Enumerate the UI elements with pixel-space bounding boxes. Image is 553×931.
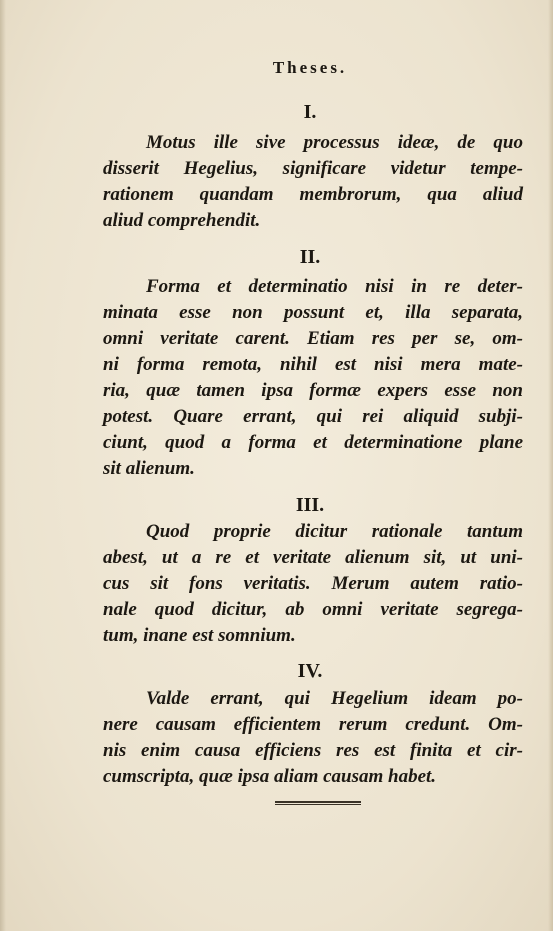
thesis-line: sit alienum. (103, 458, 195, 479)
thesis-line: omni veritate carent. Etiam res per se, om- (103, 328, 523, 349)
thesis-line: potest. Quare errant, qui rei aliquid subji- (103, 406, 523, 427)
thesis-line: nis enim causa efficiens res est finita et cir- (103, 740, 523, 761)
thesis-line: Valde errant, qui Hegelium ideam po- (146, 688, 523, 709)
thesis-line: ni forma remota, nihil est nisi mera mate- (103, 354, 523, 375)
thesis-line: Forma et determinatio nisi in re deter- (146, 276, 523, 297)
thesis-numeral-1: I. (303, 101, 317, 123)
thesis-numeral-3: III. (295, 494, 325, 516)
thesis-text-3 (103, 519, 523, 649)
page-shadow-right (548, 0, 553, 931)
thesis-line: abest, ut a re et veritate alienum sit, ut uni- (103, 547, 523, 568)
thesis-line: nale quod dicitur, ab omni veritate segrega- (103, 599, 523, 620)
page-shadow-left (0, 0, 6, 931)
thesis-numeral-4: IV. (297, 660, 323, 682)
thesis-line: cumscripta, quæ ipsa aliam causam habet. (103, 766, 437, 787)
thesis-text-4 (103, 686, 523, 790)
thesis-line: nere causam efficientem rerum credunt. Om- (103, 714, 523, 735)
thesis-text-1 (103, 130, 523, 234)
thesis-line: ciunt, quod a forma et determinatione plane (103, 432, 523, 453)
running-head: Theses. (272, 58, 348, 77)
thesis-line: disserit Hegelius, significare videtur tempe- (103, 158, 523, 179)
thesis-line: ria, quæ tamen ipsa formæ expers esse non (103, 380, 523, 401)
thesis-numeral-2: II. (299, 246, 321, 268)
thesis-text-2 (103, 274, 523, 482)
thesis-line: Quod proprie dicitur rationale tantum (146, 521, 523, 542)
closing-rule (275, 801, 361, 805)
thesis-line: Motus ille sive processus ideæ, de quo (146, 132, 523, 153)
thesis-line: tum, inane est somnium. (103, 625, 296, 646)
thesis-line: rationem quandam membrorum, qua aliud (103, 184, 523, 205)
thesis-line: cus sit fons veritatis. Merum autem ratio- (103, 573, 523, 594)
thesis-line: minata esse non possunt et, illa separata, (103, 302, 523, 323)
thesis-line: aliud comprehendit. (103, 210, 261, 231)
